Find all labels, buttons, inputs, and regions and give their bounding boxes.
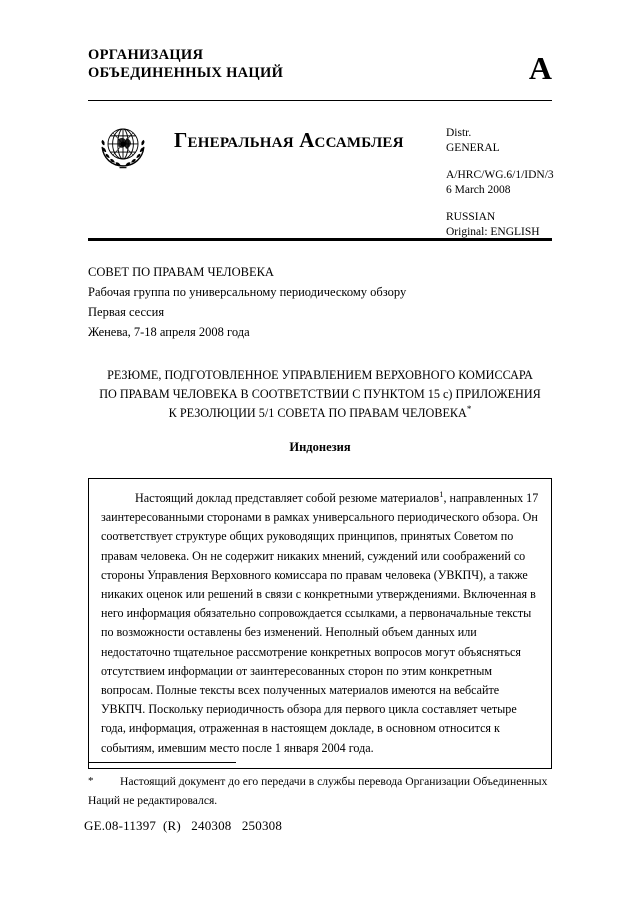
council-name: СОВЕТ ПО ПРАВАМ ЧЕЛОВЕКА <box>88 265 274 279</box>
document-symbol: A/HRC/WG.6/1/IDN/3 <box>446 169 554 181</box>
session-number: Первая сессия <box>88 305 165 319</box>
distribution-label: Distr. <box>446 127 472 139</box>
document-date: 6 March 2008 <box>446 183 511 196</box>
document-title <box>88 366 552 423</box>
footnote-marker: * <box>88 775 94 787</box>
document-reference-code: GE.08-11397 (R) 240308 250308 <box>84 818 283 833</box>
summary-footnote-ref: 1 <box>439 488 444 499</box>
organization-name-line-2: ОБЪЕДИНЕННЫХ НАЦИЙ <box>88 65 284 81</box>
document-series-letter: A <box>528 50 552 86</box>
document-title-line-2: ПО ПРАВАМ ЧЕЛОВЕКА В СООТВЕТСТВИИ С ПУНКТОМ 15 c) ПРИЛОЖЕНИЯ <box>99 387 541 401</box>
footnote-block <box>88 772 552 810</box>
summary-text-before-ref: Настоящий доклад представляет собой резюме материалов <box>135 491 440 505</box>
document-language: RUSSIAN <box>446 211 496 223</box>
session-venue-date: Женева, 7-18 апреля 2008 года <box>88 325 250 339</box>
document-title-line-3-text: К РЕЗОЛЮЦИИ 5/1 СОВЕТА ПО ПРАВАМ ЧЕЛОВЕКА <box>168 406 467 420</box>
distribution-block <box>446 126 554 239</box>
organization-name-line-1: ОРГАНИЗАЦИЯ <box>88 47 204 63</box>
language-group <box>446 210 554 239</box>
title-footnote-marker: * <box>466 403 472 414</box>
header-divider-rule <box>88 238 552 241</box>
summary-text-after-ref: , направленных 17 заинтересованными сторонами в рамках универсального периодического обзора. Он соответствует структуре общих руководящих принципов, принятых Советом по правам человека. Он не содержит никаких мнений, суждений или соображений со стороны Управления Верховного комиссара по правам человека (УВКПЧ), а также никаких оценок или решений в связи с конкретными утверждениями. Включенная в него информация обязательно сопровождается ссылками, а первоначальные тексты по возможности оставлены без изменений. Неполный объем данных или недостаточно тщательное рассмотрение конкретных вопросов могут объясняться отсутствием информации от заинтересованных сторон по этим конкретным вопросам. Полные тексты всех полученных материалов имеются на вебсайте УВКПЧ. Поскольку периодичность обзора для первого цикла составляет четыре года, информация, отраженная в настоящем докладе, в основном относится к событиям, имевшим место после 1 января 2004 года. <box>101 491 539 755</box>
summary-paragraph <box>101 489 539 758</box>
footnote-separator-rule <box>88 762 236 763</box>
council-block <box>88 262 528 342</box>
symbol-group <box>446 168 554 197</box>
footnote-text: Настоящий документ до его передачи в службы перевода Организации Объединенных Наций не редактировался. <box>88 775 548 807</box>
working-group-name: Рабочая группа по универсальному периодическому обзору <box>88 285 407 299</box>
organization-name <box>88 46 552 86</box>
general-assembly-title: Генеральная Ассамблея <box>174 128 404 152</box>
document-title-line-3 <box>88 404 552 423</box>
original-language: Original: ENGLISH <box>446 225 540 238</box>
document-title-line-1: РЕЗЮМЕ, ПОДГОТОВЛЕННОЕ УПРАВЛЕНИЕМ ВЕРХОВНОГО КОМИССАРА <box>107 368 533 382</box>
masthead-divider-rule <box>88 100 552 101</box>
un-emblem <box>94 122 152 174</box>
masthead <box>88 46 552 86</box>
summary-text <box>101 489 539 758</box>
summary-box <box>88 478 552 769</box>
distribution-group <box>446 126 554 155</box>
country-name: Индонезия <box>289 440 351 454</box>
distribution-value: GENERAL <box>446 141 500 154</box>
